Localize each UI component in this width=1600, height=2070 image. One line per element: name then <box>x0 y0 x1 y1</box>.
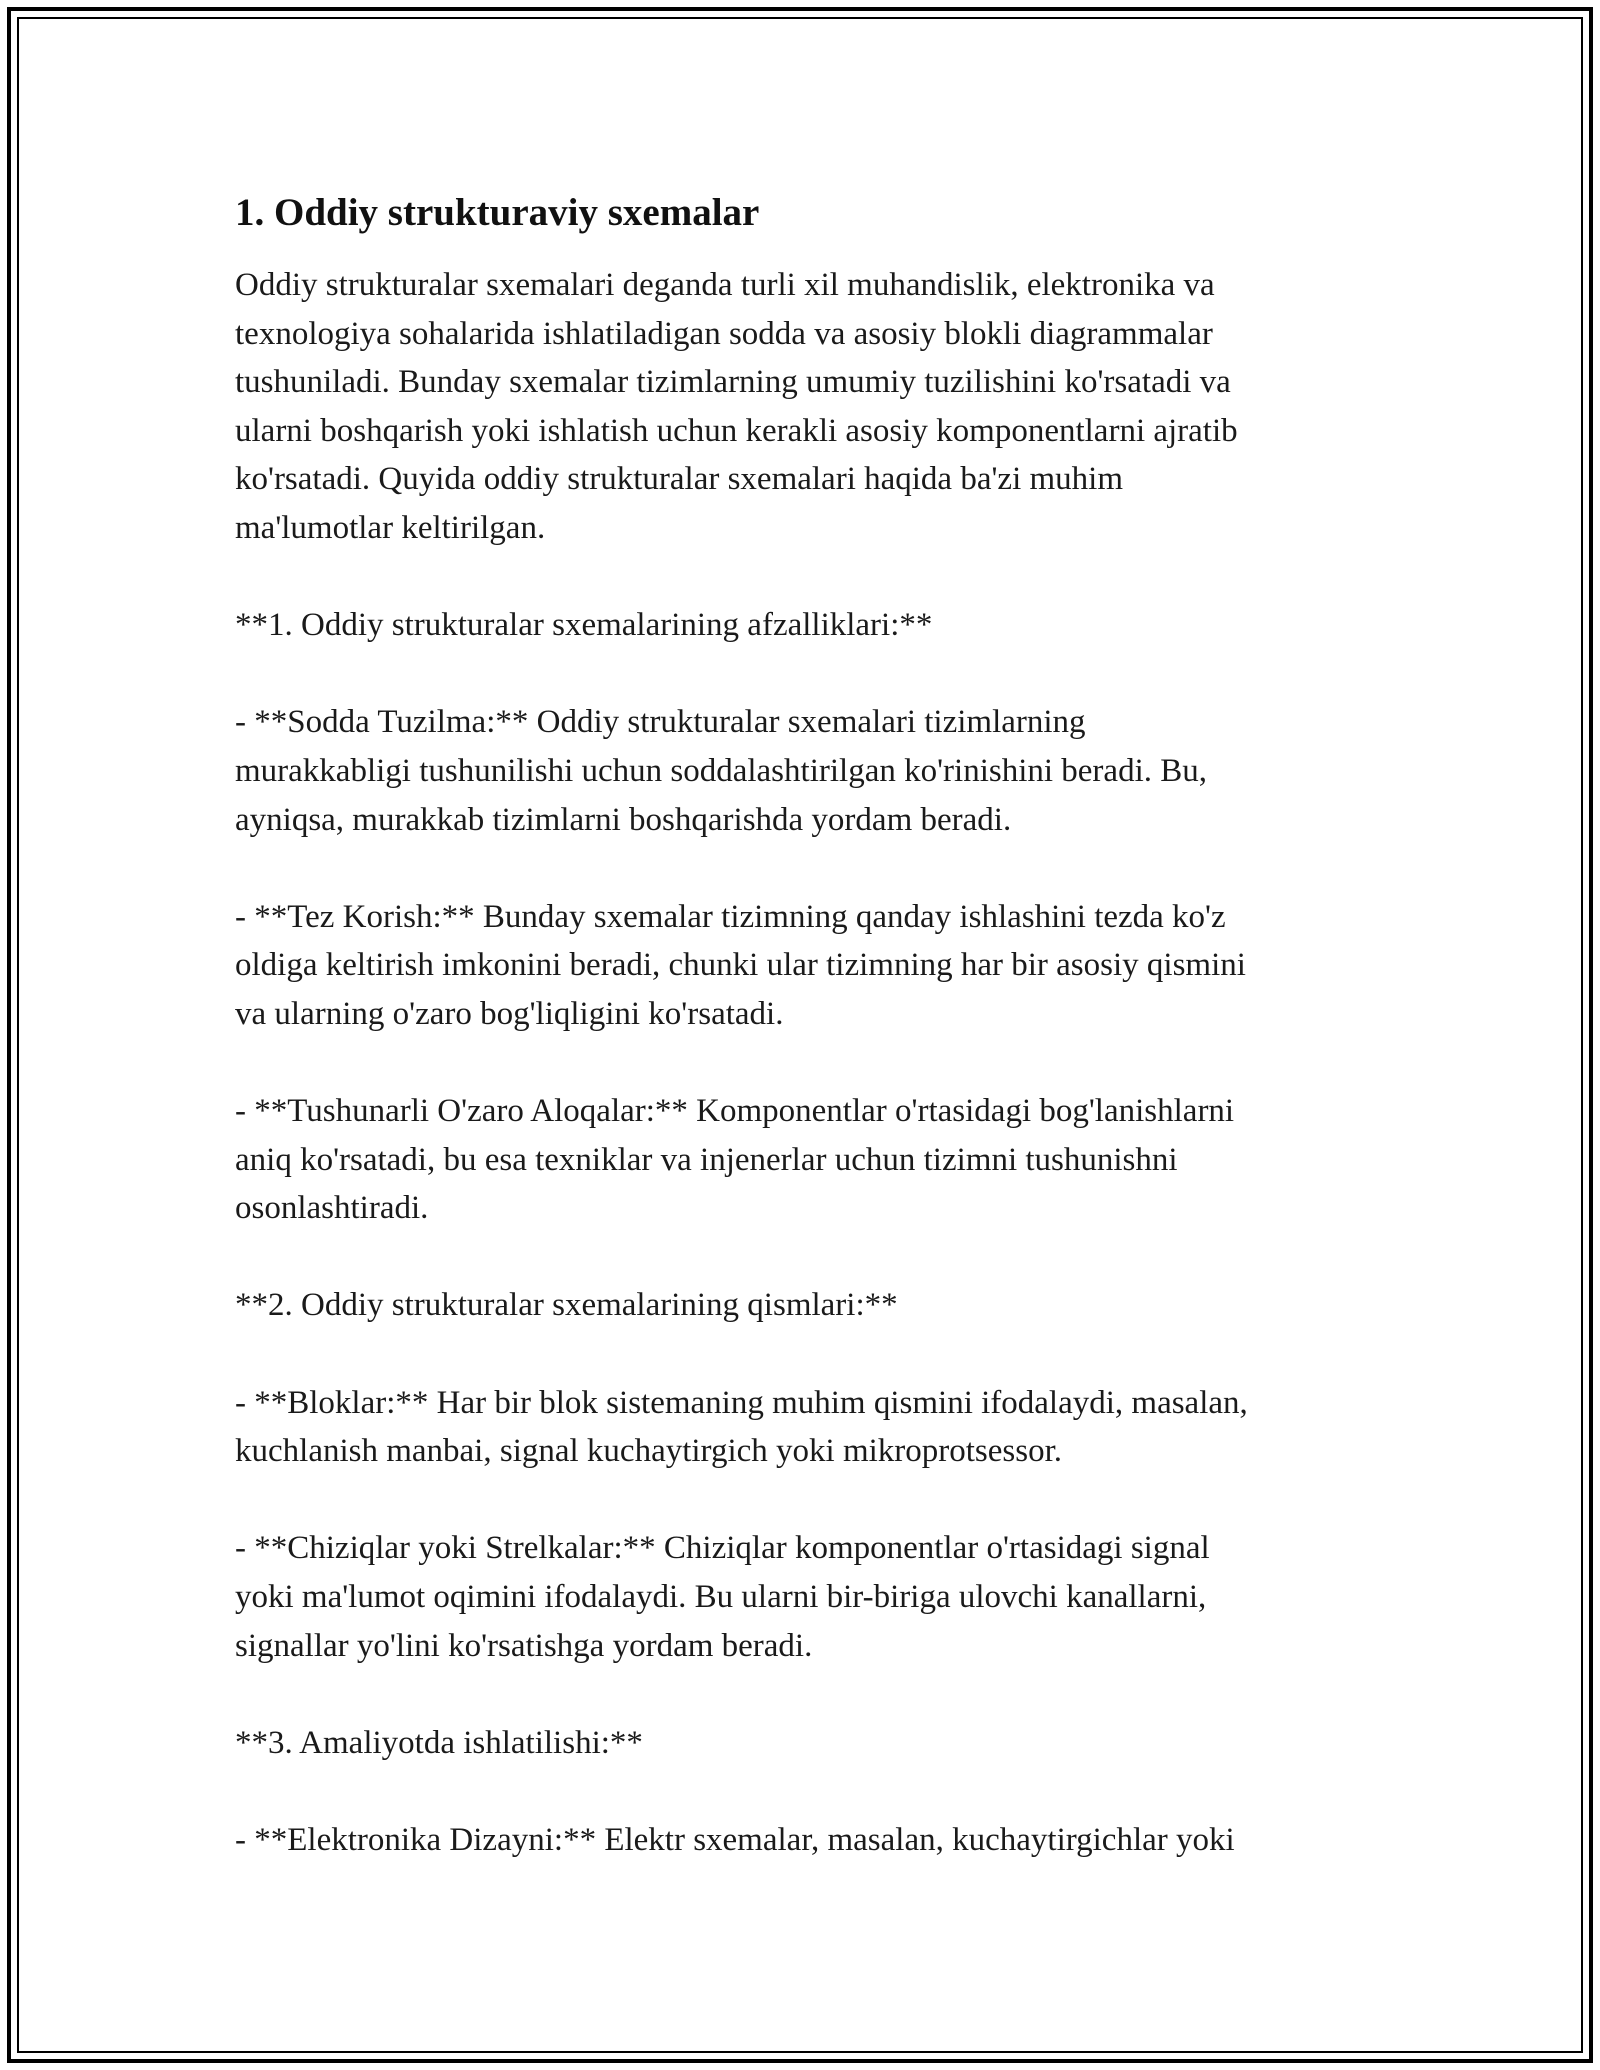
list-item-lines-arrows: - **Chiziqlar yoki Strelkalar:** Chiziqlar komponentlar o'rtasidagi signal yoki ma'lumot oqimini ifodalaydi. Bu ularni bir-biriga ulovchi kanallarni, signallar yo'lini ko'rsatishga yordam beradi. <box>235 1530 1210 1664</box>
list-item-electronics-design: - **Elektronika Dizayni:** Elektr sxemalar, masalan, kuchaytirgichlar yoki <box>235 1822 1235 1858</box>
list-item-simple-structure: - **Sodda Tuzilma:** Oddiy strukturalar sxemalari tizimlarning murakkabligi tushunilishi uchun soddalashtirilgan ko'rinishini beradi. Bu, ayniqsa, murakkab tizimlarni boshqarishda yordam beradi. <box>235 704 1208 838</box>
heading-parts: **2. Oddiy strukturalar sxemalarining qismlari:** <box>235 1287 898 1324</box>
list-item-clear-relations: - **Tushunarli O'zaro Aloqalar:** Komponentlar o'rtasidagi bog'lanishlarni aniq ko'rsatadi, bu esa texniklar va injenerlar uchun tizimni tushunishni osonlashtiradi. <box>235 1093 1235 1227</box>
list-item-blocks: - **Bloklar:** Har bir blok sistemaning muhim qismini ifodalaydi, masalan, kuchlanish manbai, signal kuchaytirgich yoki mikroprotsessor. <box>235 1384 1248 1470</box>
intro-paragraph: Oddiy strukturalar sxemalari deganda turli xil muhandislik, elektronika va texnologiya sohalarida ishlatiladigan sodda va asosiy blokli diagrammalar tushuniladi. Bunday sxemalar tizimlarning umumiy tuzilishini ko'rsatadi va ularni boshqarish yoki ishlatish uchun kerakli asosiy komponentlarni ajratib ko'rsatadi. Quyida oddiy strukturalar sxemalari haqida ba'zi muhim ma'lumotlar keltirilgan. <box>235 267 1238 546</box>
document-body <box>235 187 1385 1865</box>
heading-advantages: **1. Oddiy strukturalar sxemalarining afzalliklari:** <box>235 607 933 644</box>
section-title: 1. Oddiy strukturaviy sxemalar <box>235 191 760 234</box>
heading-practical-use: **3. Amaliyotda ishlatilishi:** <box>235 1724 643 1761</box>
list-item-quick-view: - **Tez Korish:** Bunday sxemalar tizimning qanday ishlashini tezda ko'z oldiga keltirish imkonini beradi, chunki ular tizimning har bir asosiy qismini va ularning o'zaro bog'liqligini ko'rsatadi. <box>235 898 1246 1032</box>
